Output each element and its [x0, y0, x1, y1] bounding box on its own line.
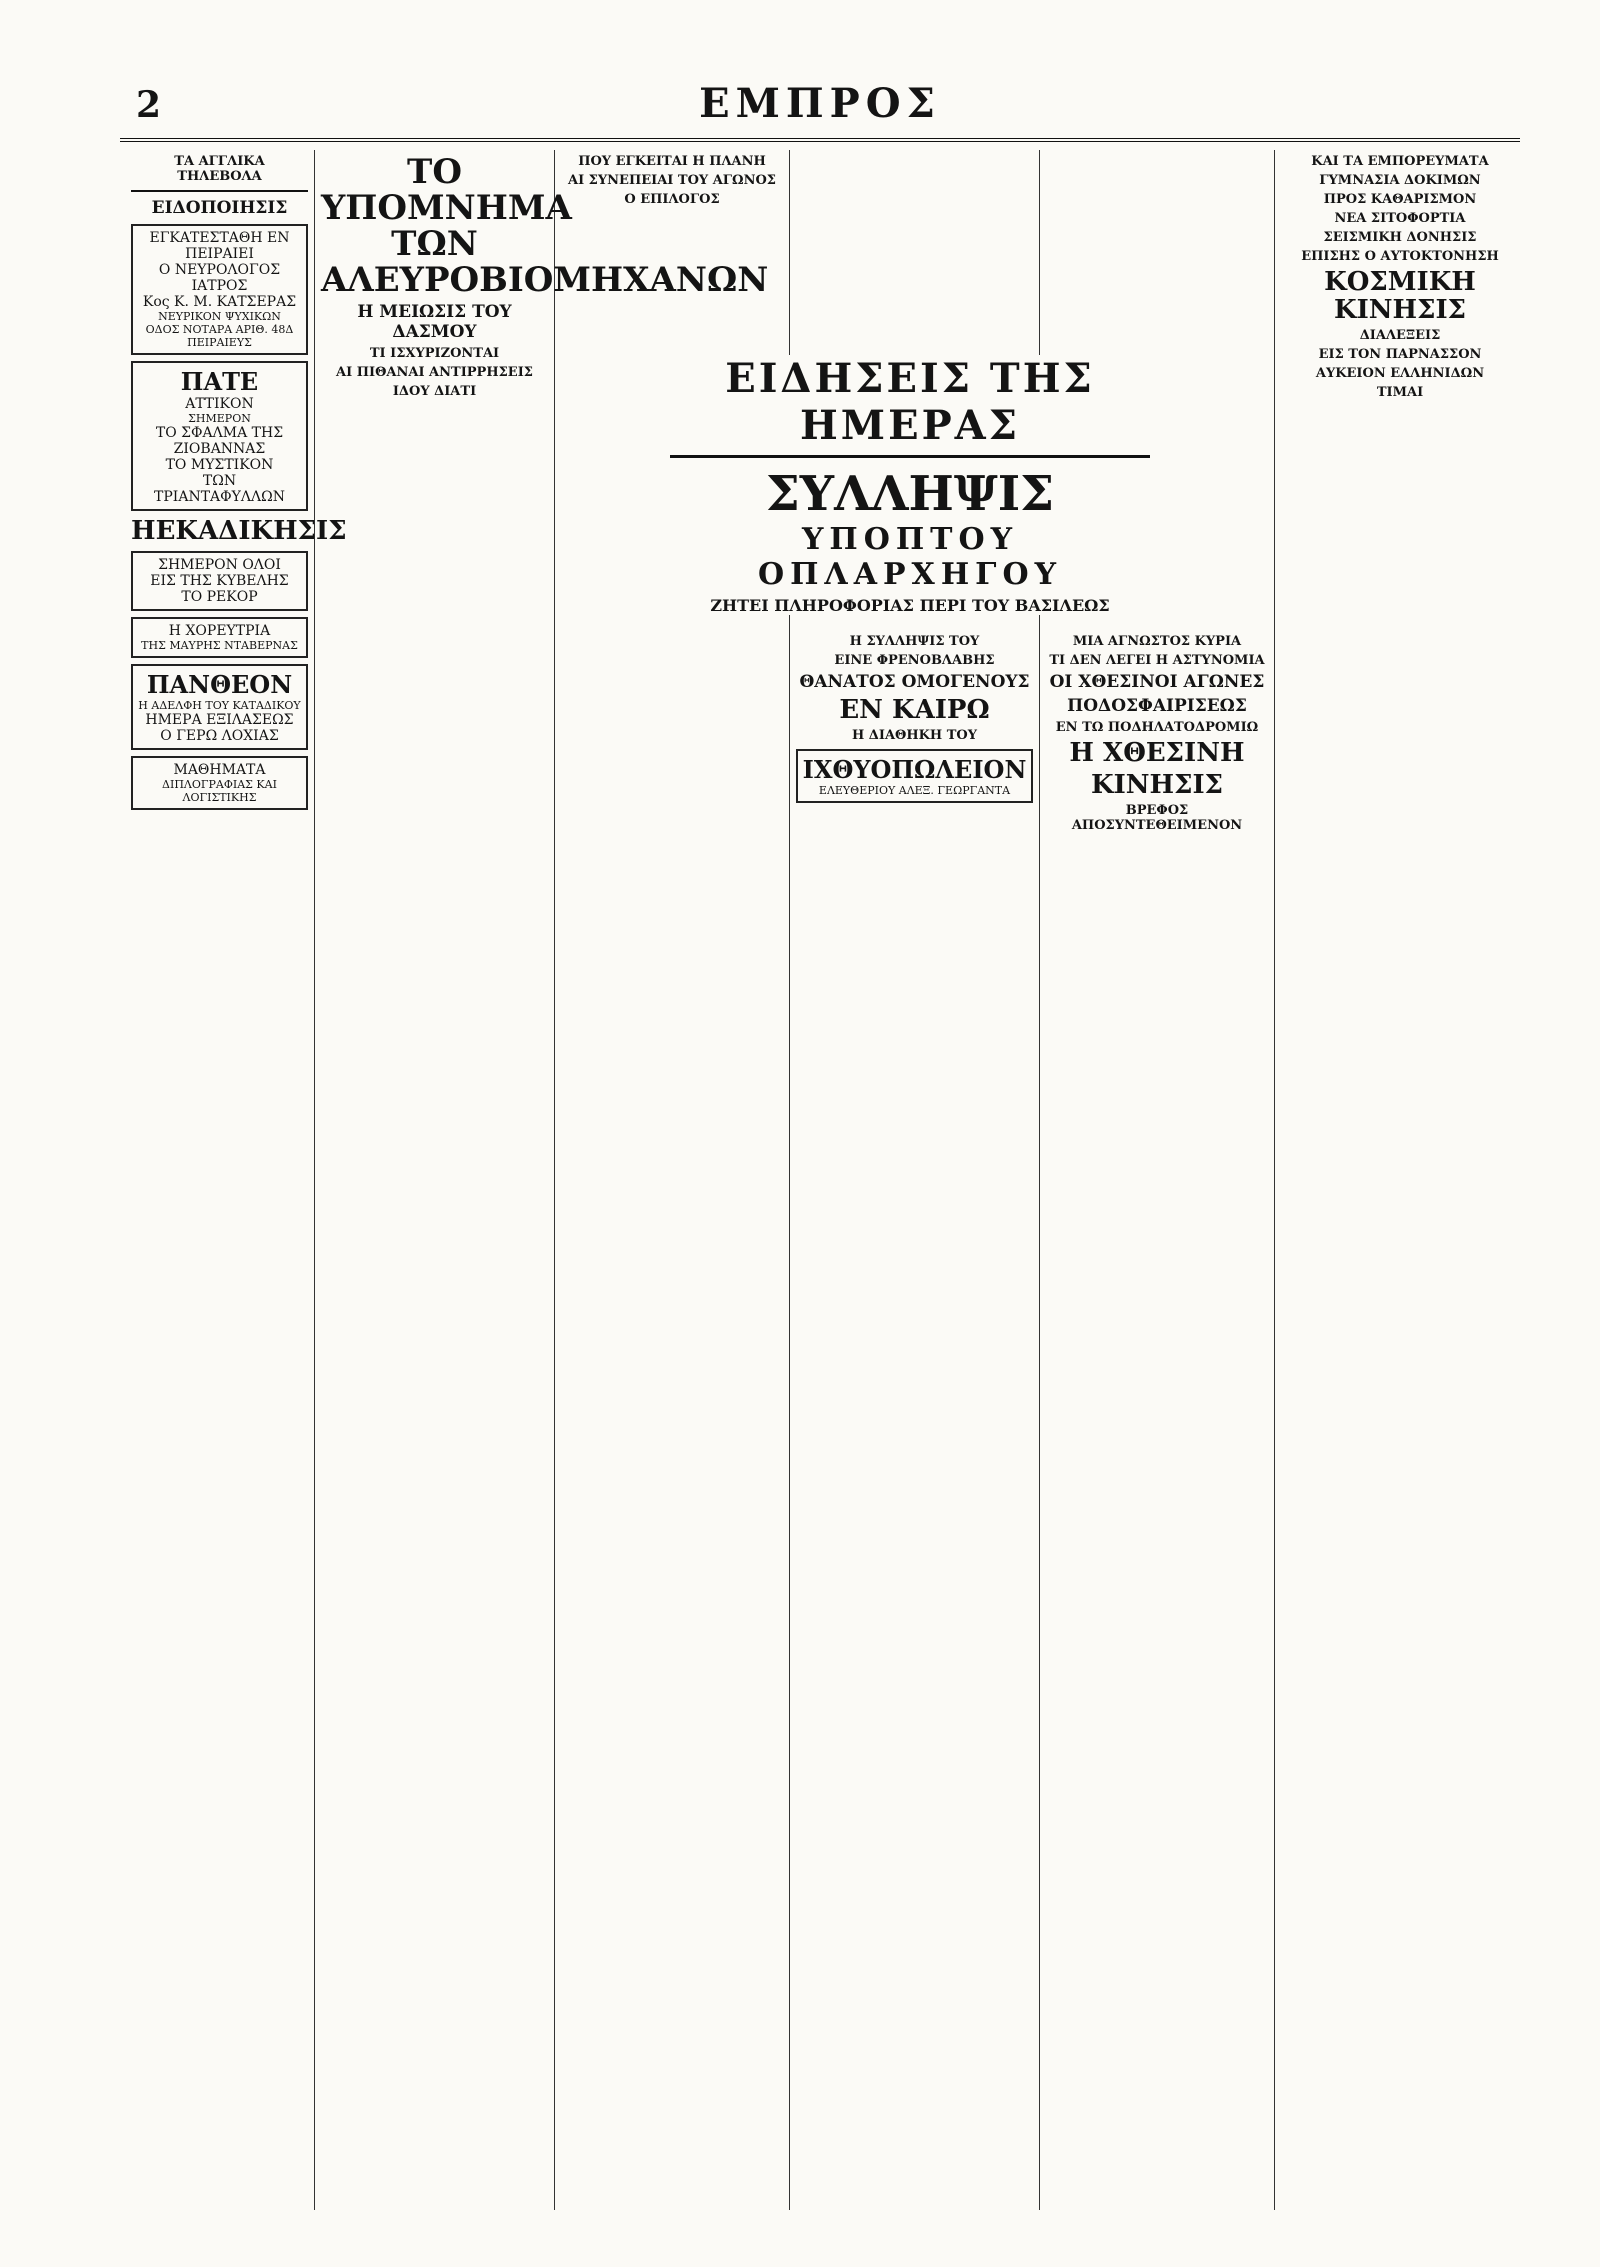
doctor-ad [131, 224, 308, 355]
news-of-the-day-banner [670, 355, 1150, 615]
headline-kinisis: ΚΙΝΗΣΙΣ [1090, 770, 1224, 800]
ad-choreftria-title: Η ΧΟΡΕΥΤΡΙΑ [168, 623, 271, 639]
subhead-aftoktonisi: ΕΠΙΣΗΣ Ο ΑΥΤΟΚΤΟΝΗΣΗ [1301, 249, 1499, 264]
page-number: 2 [136, 84, 162, 126]
banner-deck: ΖΗΤΕΙ ΠΛΗΡΟΦΟΡΙΑΣ ΠΕΡΙ ΤΟΥ ΒΑΣΙΛΕΩΣ [710, 596, 1110, 615]
ad-kyveli-title: ΣΗΜΕΡΟΝ ΟΛΟΙ [158, 557, 281, 573]
paper-name: ΕΜΠΡΟΣ [699, 80, 941, 127]
subhead-parnasson: ΕΙΣ ΤΟΝ ΠΑΡΝΑΣΣΟΝ [1318, 347, 1482, 362]
theater-ad-choreftria [131, 617, 308, 658]
banner-subheadline: ΥΠΟΠΤΟΥ ΟΠΛΑΡΧΗΓΟΥ [757, 522, 1063, 592]
subhead-gymnasia: ΓΥΜΝΑΣΙΑ ΔΟΚΙΜΩΝ [1319, 173, 1481, 188]
headline-kosmiki: ΚΟΣΜΙΚΗ ΚΙΝΗΣΙΣ [1324, 267, 1476, 325]
subhead-katharismon: ΠΡΟΣ ΚΑΘΑΡΙΣΜΟΝ [1323, 192, 1477, 207]
ad-film-2: ΤΟ ΜΥΣΤΙΚΟΝ [165, 457, 274, 473]
subhead-lykeion: ΑΥΚΕΙΟΝ ΕΛΛΗΝΙΔΩΝ [1315, 366, 1485, 381]
subhead-antirriseis: ΑΙ ΠΙΘΑΝΑΙ ΑΝΤΙΡΡΗΣΕΙΣ [336, 365, 533, 380]
ad-lessons-title: ΜΑΘΗΜΑΤΑ [173, 762, 266, 778]
theater-ad-pantheon [131, 664, 308, 750]
subhead-seismiki: ΣΕΙΣΜΙΚΗ ΔΟΝΗΣΙΣ [1323, 230, 1477, 245]
ad-doctor-role: Ο ΝΕΥΡΟΛΟΓΟΣ ΙΑΤΡΟΣ [158, 262, 281, 294]
headline-agones: ΟΙ ΧΘΕΣΙΝΟΙ ΑΓΩΝΕΣ [1049, 672, 1265, 692]
fishmonger-ad [796, 749, 1033, 803]
cinema-ad-pate [131, 361, 308, 511]
ad-theater-name: ΠΑΤΕ [180, 367, 259, 396]
subhead-agnostos-kyria: ΜΙΑ ΑΓΝΩΣΤΟΣ ΚΥΡΙΑ [1072, 634, 1242, 649]
subhead-frenovlavis: ΕΙΝΕ ΦΡΕΝΟΒΛΑΒΗΣ [834, 653, 995, 668]
subhead-ischyrizontai: ΤΙ ΙΣΧΥΡΙΖΟΝΤΑΙ [369, 346, 500, 361]
ad-pantheon-play: ΗΜΕΡΑ ΕΞΙΛΑΣΕΩΣ [145, 712, 294, 728]
subhead-astynomia: ΤΙ ΔΕΝ ΛΕΓΕΙ Η ΑΣΤΥΝΟΜΙΑ [1049, 653, 1265, 668]
ad-hekadikisis: ΗΕΚΑΔΙΚΗΣΙΣ [131, 516, 347, 546]
ad-film-2b: ΤΩΝ ΤΡΙΑΝΤΑΦΥΛΛΩΝ [154, 473, 285, 505]
ad-theater-name-2: ΑΤΤΙΚΟΝ [185, 396, 254, 412]
ad-kyveli-sub: ΕΙΣ ΤΗΣ ΚΥΒΕΛΗΣ [150, 573, 289, 589]
column-6 [1275, 150, 1525, 2210]
headline-chthesini: Η ΧΘΕΣΙΝΗ [1069, 738, 1245, 768]
ad-choreftria-sub: ΤΗΣ ΜΑΥΡΗΣ ΝΤΑΒΕΡΝΑΣ [141, 639, 298, 652]
theater-ad-kyveli [131, 551, 308, 611]
ad-doctor-city: ΠΕΙΡΑΙΕΥΣ [187, 336, 252, 349]
subhead-emporevmata: ΚΑΙ ΤΑ ΕΜΠΟΡΕΥΜΑΤΑ [1311, 154, 1489, 169]
ad-lessons-sub: ΔΙΠΛΟΓΡΑΦΙΑΣ ΚΑΙ ΛΟΓΙΣΤΙΚΗΣ [162, 778, 277, 804]
banner-headline: ΣΥΛΛΗΨΙΣ [765, 466, 1055, 522]
headline-thanatos: ΘΑΝΑΤΟΣ ΟΜΟΓΕΝΟΥΣ [799, 672, 1030, 692]
ad-pantheon-play-2: Ο ΓΕΡΩ ΛΟΧΙΑΣ [160, 728, 279, 744]
lessons-ad [131, 756, 308, 810]
headline-en-kairo: ΕΝ ΚΑΙΡΩ [839, 695, 990, 725]
banner-title: ΕΙΔΗΣΕΙΣ ΤΗΣ ΗΜΕΡΑΣ [670, 355, 1150, 458]
column-1 [125, 150, 347, 2210]
headline-telebola: ΤΑ ΑΓΓΛΙΚΑ ΤΗΛΕΒΟΛΑ [174, 154, 265, 184]
headline-podosfairiseos: ΠΟΔΟΣΦΑΙΡΙΣΕΩΣ [1067, 696, 1247, 716]
subhead-meiosis: Η ΜΕΙΩΣΙΣ ΤΟΥ ΔΑΣΜΟΥ [357, 302, 512, 342]
divider [131, 190, 308, 192]
ad-doctor-street: ΟΔΟΣ ΝΟΤΑΡΑ ΑΡΙΘ. 48Δ [145, 323, 294, 336]
ad-fish-sub: ΕΛΕΥΘΕΡΙΟΥ ΑΛΕΞ. ΓΕΩΡΓΑΝΤΑ [818, 784, 1011, 797]
ad-pantheon-title: ΠΑΝΘΕΟΝ [146, 670, 293, 699]
subhead-diathiki: Η ΔΙΑΘΗΚΗ ΤΟΥ [851, 728, 978, 743]
ad-doctor-specialty: NEYPIKON ΨΥΧΙΚΩΝ [158, 310, 281, 323]
subhead-podilatodromio: ΕΝ ΤΩ ΠΟΔΗΛΑΤΟΔΡΟΜΙΩ [1055, 720, 1259, 735]
ad-doctor-title: ΕΓΚΑΤΕΣΤΑΘΗ ΕΝ ΠΕΙΡΑΙΕΙ [149, 230, 290, 262]
ad-doctor-name: Κος Κ. Μ. ΚΑΤΣΕΡΑΣ [142, 294, 297, 310]
subhead-timai: ΤΙΜΑΙ [1376, 385, 1424, 400]
subhead-synepeiai: ΑΙ ΣΥΝΕΠΕΙΑΙ ΤΟΥ ΑΓΩΝΟΣ [567, 173, 776, 188]
subhead-idou-diati: ΙΔΟΥ ΔΙΑΤΙ [392, 384, 477, 399]
ad-kyveli-play: ΤΟ ΡΕΚΟΡ [181, 589, 258, 605]
headline-ypomnima: ΤΟ ΥΠΟΜΝΗΜΑ ΤΩΝ ΑΛΕΥΡΟΒΙΟΜΗΧΑΝΩΝ [321, 152, 769, 300]
subhead-epilogos: Ο ΕΠΙΛΟΓΟΣ [624, 192, 720, 207]
ad-film-1: ΤΟ ΣΦΑΛΜΑ ΤΗΣ ΖΙΟΒΑΝΝΑΣ [155, 425, 284, 457]
ad-fish-title: ΙΧΘΥΟΠΩΛΕΙΟΝ [802, 755, 1027, 784]
subhead-dialexeis: ΔΙΑΛΕΞΕΙΣ [1359, 328, 1441, 343]
subhead-syllipsis-tou: Η ΣΥΛΛΗΨΙΣ ΤΟΥ [849, 634, 980, 649]
subhead-vrefos: ΒΡΕΦΟΣ ΑΠΟΣΥΝΤΕΘΕΙΜΕΝΟΝ [1071, 803, 1243, 833]
ad-pantheon-sub: Η ΑΔΕΛΦΗ ΤΟΥ ΚΑΤΑΔΙΚΟΥ [138, 699, 301, 712]
headline-eidopoiisis: ΕΙΔΟΠΟΙΗΣΙΣ [151, 198, 288, 218]
subhead-sitofortia: ΝΕΑ ΣΙΤΟΦΟΡΤΙΑ [1334, 211, 1466, 226]
subhead-plani: ΠΟΥ ΕΓΚΕΙΤΑΙ Η ΠΛΑΝΗ [578, 154, 766, 169]
masthead [120, 78, 1520, 142]
ad-today-label: ΣΗΜΕΡΟΝ [188, 412, 251, 425]
